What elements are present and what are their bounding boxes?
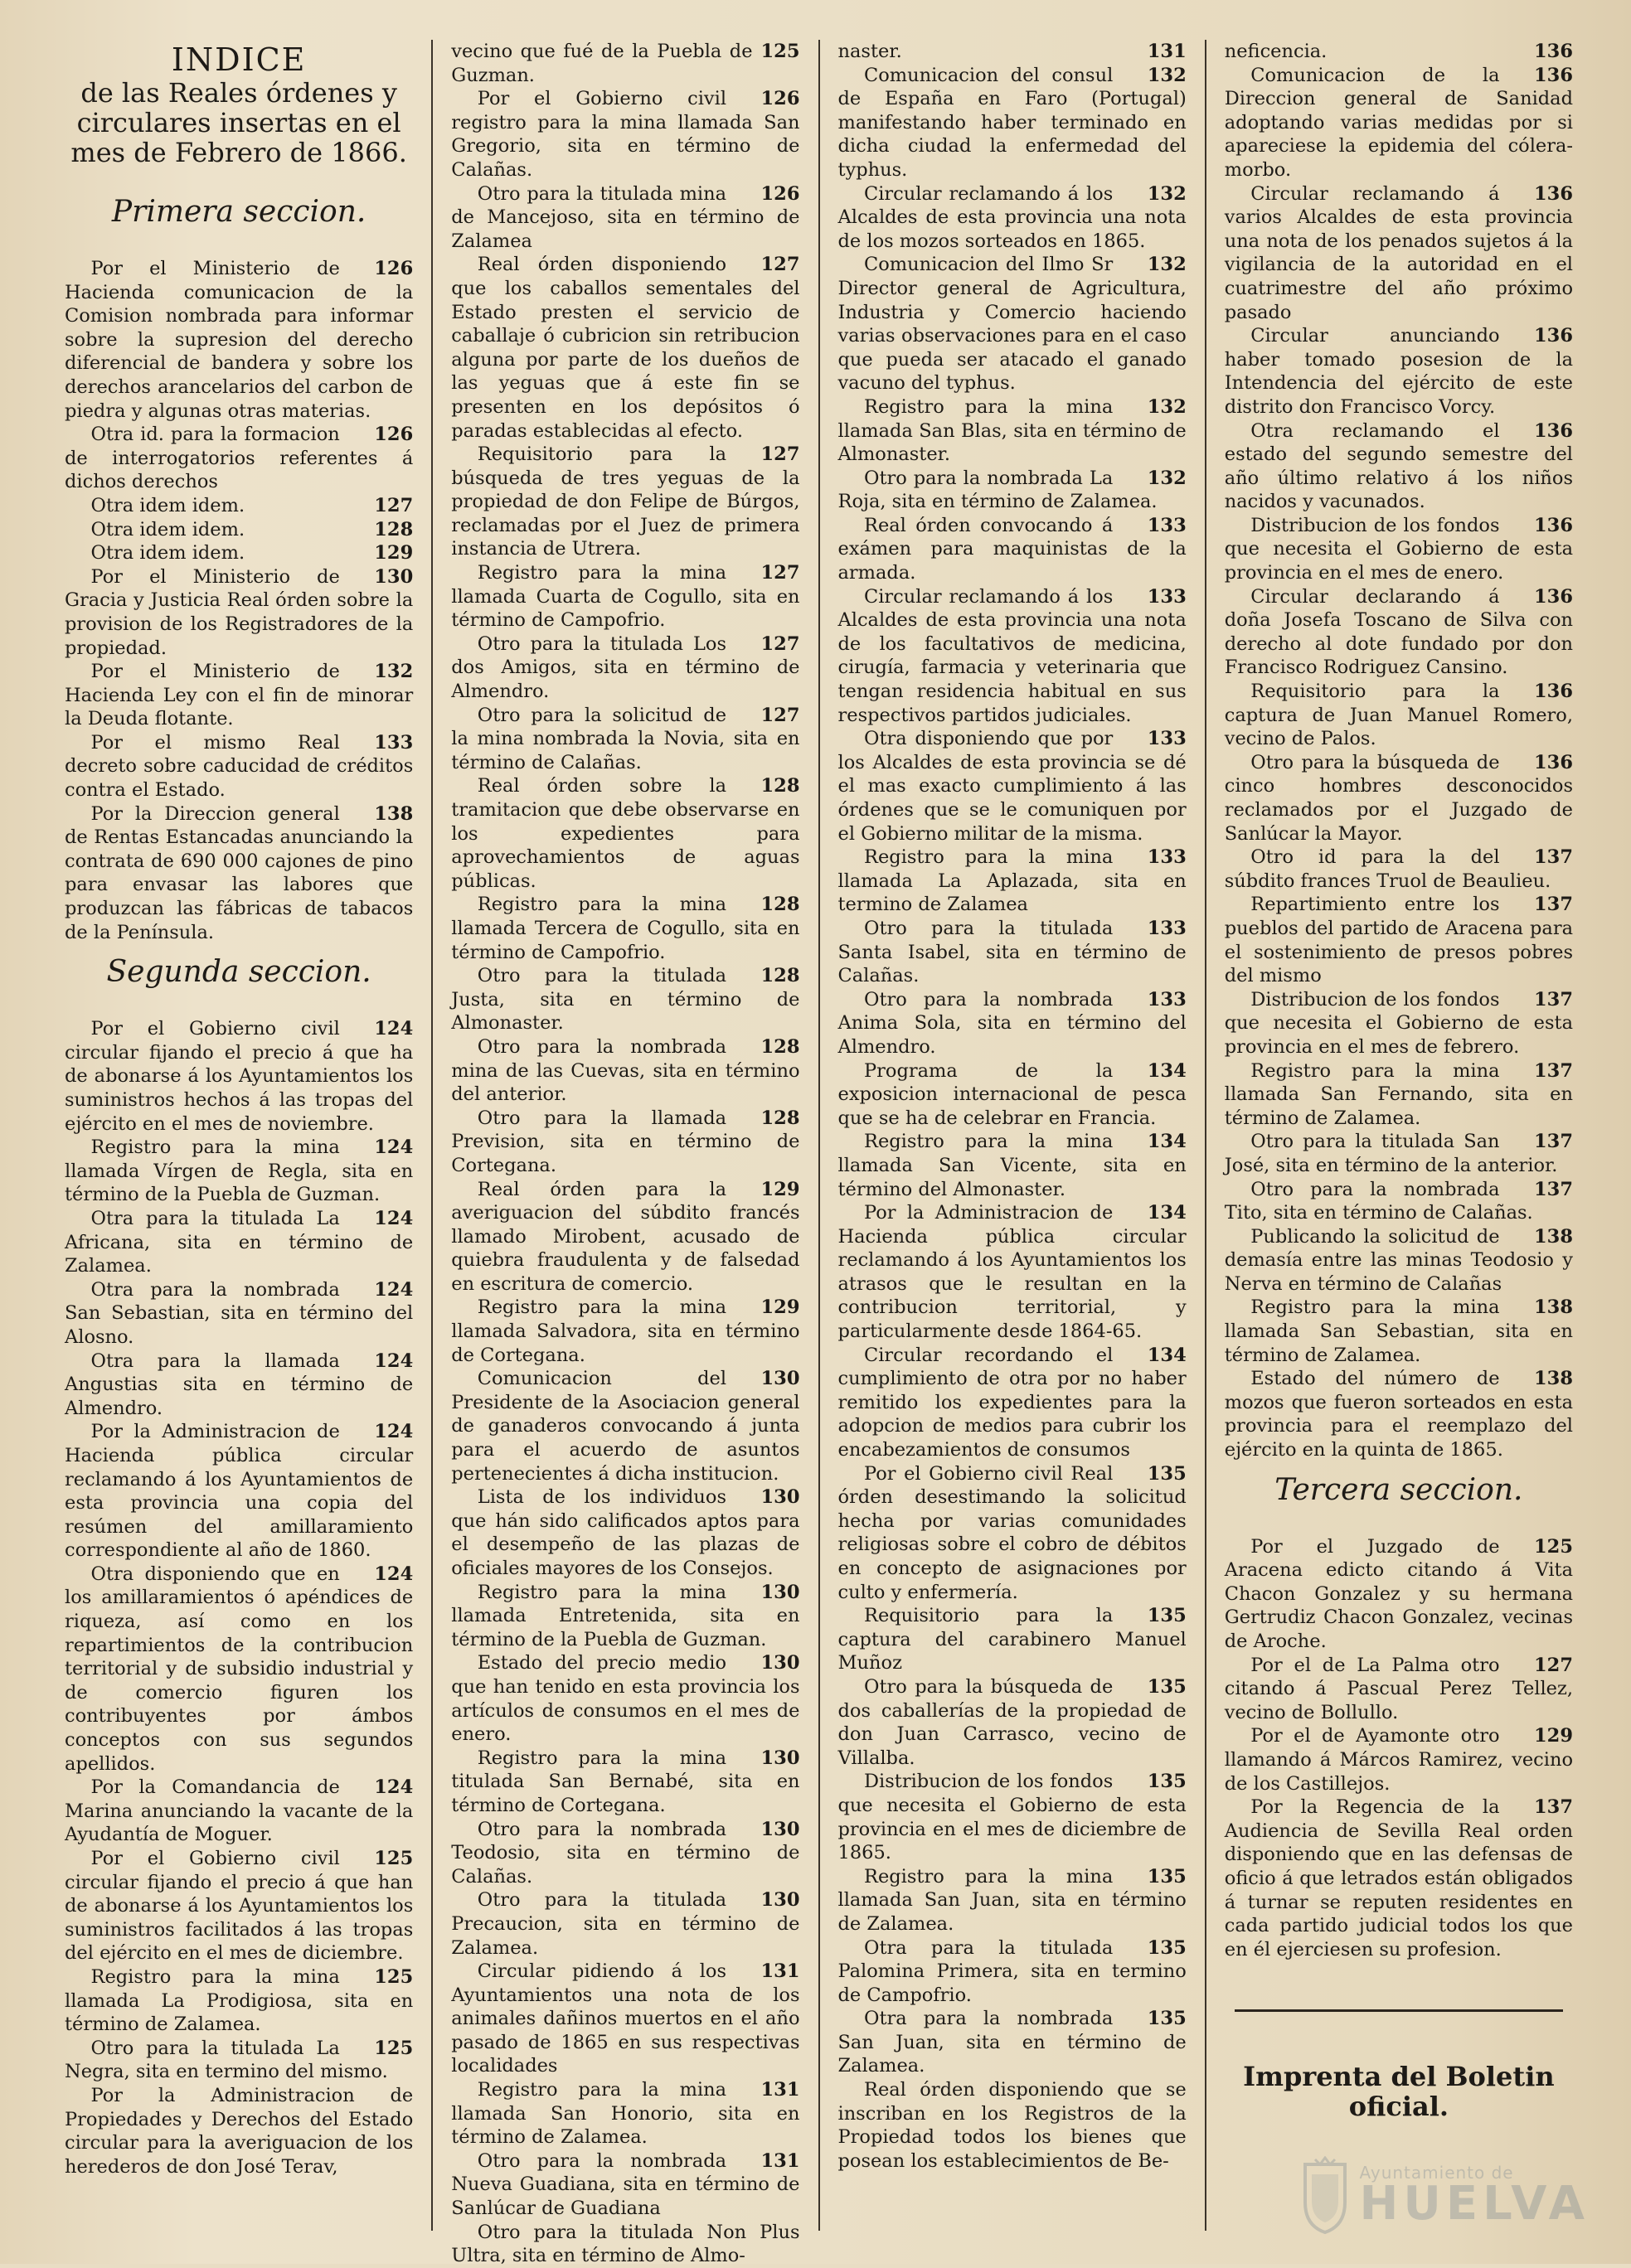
index-entry xyxy=(838,1604,1187,1675)
entry-text: Otro para la nombrada Nueva Guadiana, sita en término de Sanlúcar de Guadiana xyxy=(451,2149,800,2220)
index-entry xyxy=(451,87,799,182)
entry-page-number: 136 xyxy=(1534,325,1573,347)
entry-text: Por el Gobierno civil circular fijando el precio á que han de abonarse á los Ayuntamientos los suministros facilitados á las tropas del ejército en el mes de diciembre. xyxy=(65,1848,414,1965)
index-entry xyxy=(451,1581,799,1652)
entry-page-number: 138 xyxy=(1534,1368,1573,1390)
entry-text: Registro para la mina llamada San Juan, sita en término de Zalamea. xyxy=(837,1865,1187,1935)
index-entry xyxy=(1225,585,1573,680)
entry-page-number: 125 xyxy=(760,41,800,62)
entry-page-number: 137 xyxy=(1534,988,1573,1010)
index-entry xyxy=(838,727,1187,846)
entry-page-number: 136 xyxy=(1534,64,1573,86)
entry-text: Requisitorio para la captura del carabinero Manuel Muñoz xyxy=(837,1605,1187,1674)
index-title: INDICE xyxy=(171,41,307,78)
index-entry xyxy=(65,518,413,542)
imprint-line: Imprenta del Boletin oficial. xyxy=(1243,2061,1555,2123)
entry-page-number: 135 xyxy=(1147,1462,1187,1485)
index-entry xyxy=(451,2149,799,2221)
entry-text: Registro para la mina llamada San Honorio, sita en término de Zalamea. xyxy=(451,2079,800,2149)
entry-page-number: 129 xyxy=(760,1178,800,1200)
index-entry xyxy=(838,1344,1187,1462)
index-entry xyxy=(65,1776,413,1847)
entry-page-number: 136 xyxy=(1534,41,1573,62)
index-entry xyxy=(451,1747,799,1818)
entry-text: Requisitorio para la búsqueda de tres yeguas de la propiedad de don Felipe de Búrgos, reclamadas por el Juez de primera instancia de Utrera. xyxy=(451,443,800,560)
entry-page-number: 135 xyxy=(1147,1605,1187,1627)
entry-text: Otro para la llamada Prevision, sita en término de Cortegana. xyxy=(451,1107,800,1176)
entry-text: Otra para la titulada La Africana, sita en término de Zalamea. xyxy=(65,1207,414,1277)
entry-page-number: 138 xyxy=(1534,1225,1573,1248)
column-1 xyxy=(46,40,431,2231)
closing-rule xyxy=(1235,2009,1563,2012)
index-entry xyxy=(1225,182,1573,325)
index-entry xyxy=(1225,1059,1573,1131)
index-entry xyxy=(1225,846,1573,893)
entry-page-number: 133 xyxy=(1147,514,1187,536)
index-entry xyxy=(838,585,1187,728)
entry-page-number: 135 xyxy=(1147,2008,1187,2030)
entry-page-number: 130 xyxy=(760,1581,800,1603)
entry-text: Otro para la nombrada La Roja, sita en término de Zalamea. xyxy=(837,467,1158,513)
entry-text: Por la Direccion general de Rentas Estancadas anunciando la contrata de 690 000 cajones de pino para envasar las labores que produzcan las fábricas de tabacos de la Península. xyxy=(65,802,414,943)
entry-text: Otro para la búsqueda de cinco hombres desconocidos reclamados por el Juzgado de Sanlúcar la Mayor. xyxy=(1224,751,1573,845)
index-entry xyxy=(1225,988,1573,1059)
entry-page-number: 125 xyxy=(374,2037,414,2059)
entry-text: Por el de La Palma otro citando á Pascual Perez Tellez, vecino de Bollullo. xyxy=(1224,1654,1573,1723)
index-entry xyxy=(451,1296,799,1367)
index-entry xyxy=(451,182,799,254)
entry-page-number: 126 xyxy=(760,88,800,110)
index-entry xyxy=(838,2078,1187,2173)
entry-page-number: 126 xyxy=(374,424,414,446)
entry-page-number: 126 xyxy=(760,182,800,205)
entry-page-number: 131 xyxy=(760,2079,800,2101)
entry-page-number: 137 xyxy=(1534,1796,1573,1819)
entry-page-number: 127 xyxy=(760,704,800,726)
entry-page-number: 133 xyxy=(1147,846,1187,869)
entry-page-number: 124 xyxy=(374,1776,414,1799)
index-entry xyxy=(1225,1178,1573,1225)
entry-text: Por el Ministerio de Hacienda Ley con el fin de minorar la Deuda flotante. xyxy=(65,661,414,730)
entry-text: Por el Juzgado de Aracena edicto citando á Vita Chacon Gonzalez y su hermana Gertrudiz Chacon Gonzalez, vecinas de Aroche. xyxy=(1224,1535,1573,1652)
entries-segunda-col4 xyxy=(1225,40,1573,1462)
entry-page-number: 125 xyxy=(374,1965,414,1988)
index-entry xyxy=(1225,64,1573,182)
index-entry xyxy=(838,1865,1187,1936)
index-entry xyxy=(65,1420,413,1563)
entry-page-number: 132 xyxy=(1147,395,1187,418)
entry-page-number: 135 xyxy=(1147,1675,1187,1698)
index-entry xyxy=(1225,419,1573,514)
entry-page-number: 128 xyxy=(760,1035,800,1058)
entry-text: Otra para la titulada Palomina Primera, sita en termino de Campofrio. xyxy=(837,1936,1187,2006)
index-entry xyxy=(65,494,413,518)
entry-text: Distribucion de los fondos que necesita el Gobierno de esta provincia en el mes de diciembre de 1865. xyxy=(837,1771,1187,1864)
index-entry xyxy=(65,541,413,565)
entries-col3 xyxy=(838,40,1187,2173)
entry-page-number: 125 xyxy=(1534,1535,1573,1558)
archive-watermark xyxy=(1298,2156,1590,2236)
entry-page-number: 127 xyxy=(374,494,414,516)
index-entry xyxy=(451,1178,799,1296)
entry-text: Otro para la búsqueda de dos caballerías de la propiedad de don Juan Carrasco, vecino de Villalba. xyxy=(837,1675,1187,1769)
entry-text: Otro para la titulada Justa, sita en término de Almonaster. xyxy=(451,965,800,1035)
index-entry xyxy=(838,514,1187,585)
entry-text: Otra reclamando el estado del segundo semestre del año último relativo á los niños nacidos y vacunados. xyxy=(1224,419,1573,513)
entry-text: Por el Gobierno civil registro para la mina llamada San Gregorio, sita en término de Calañas. xyxy=(451,88,800,181)
entry-text: Circular reclamando á varios Alcaldes de esta provincia una nota de los penados sujetos á la vigilancia de la autoridad en el cuatrimestre del año próximo pasado xyxy=(1224,182,1573,323)
entry-page-number: 124 xyxy=(374,1207,414,1229)
entry-text: Otro para la titulada La Negra, sita en termino del mismo. xyxy=(65,2037,388,2083)
entry-page-number: 130 xyxy=(760,1652,800,1674)
index-entry xyxy=(451,774,799,893)
index-entry xyxy=(451,561,799,632)
entry-page-number: 127 xyxy=(760,562,800,584)
entry-text: Otra id. para la formacion de interrogatorios referentes á dichos derechos xyxy=(65,424,414,493)
index-subtitle: de las Reales órdenes y circulares insertas en el mes de Febrero de 1866. xyxy=(70,77,407,168)
entry-text: Registro para la mina llamada Cuarta de Cogullo, sita en término de Campofrio. xyxy=(451,562,800,632)
index-entry xyxy=(1225,893,1573,987)
index-entry xyxy=(838,395,1187,467)
entry-text: Por el mismo Real decreto sobre caducidad de créditos contra el Estado. xyxy=(65,731,414,802)
index-entry xyxy=(838,1675,1187,1770)
column-3 xyxy=(818,40,1205,2231)
index-entry xyxy=(451,964,799,1035)
entry-page-number: 128 xyxy=(374,518,414,540)
entry-page-number: 132 xyxy=(1147,64,1187,86)
entry-text: Real órden disponiendo que los caballos sementales del Estado presten el servicio de caballaje ó cubricion sin retribucion alguna por parte de los dueños de las yeguas que á este fin se presenten en los depósitos ó paradas establecidas al efecto. xyxy=(451,254,800,442)
entry-text: Registro para la mina llamada La Prodigiosa, sita en término de Zalamea. xyxy=(65,1965,414,2036)
index-entry xyxy=(838,182,1187,254)
entry-page-number: 127 xyxy=(760,632,800,655)
entry-text: Programa de la exposicion internacional de pesca que se ha de celebrar en Francia. xyxy=(837,1059,1187,1129)
entry-text: Registro para la mina llamada Vírgen de Regla, sita en término de la Puebla de Guzman. xyxy=(65,1136,414,1206)
entry-text: Real órden disponiendo que se inscriban en los Registros de la Propiedad todos los bienes que posean los establecimientos de Be- xyxy=(837,2079,1187,2172)
entry-page-number: 130 xyxy=(374,565,414,588)
index-entry xyxy=(451,632,799,704)
index-entry xyxy=(1225,1654,1573,1725)
entry-page-number: 128 xyxy=(760,894,800,916)
entry-text: Otro para la titulada San José, sita en término de la anterior. xyxy=(1224,1131,1558,1176)
entry-page-number: 129 xyxy=(374,542,414,565)
entry-text: Circular pidiendo á los Ayuntamientos una nota de los animales dañinos muertos en el año pasado de 1865 en sus respectivas localidades xyxy=(451,1960,800,2077)
entry-page-number: 134 xyxy=(1147,1344,1187,1366)
entry-page-number: 135 xyxy=(1147,1936,1187,1959)
index-entry xyxy=(1225,1367,1573,1461)
entry-text: Publicando la solicitud de demasía entre las minas Teodosio y Nerva en término de Calañas xyxy=(1224,1225,1573,1295)
index-entry xyxy=(451,1107,799,1178)
index-entry xyxy=(451,1960,799,2078)
entry-page-number: 137 xyxy=(1534,846,1573,869)
entry-text: Comunicacion del Presidente de la Asociacion general de ganaderos convocando á junta para el acuerdo de asuntos pertenecientes á dicha institucion. xyxy=(451,1368,800,1485)
entry-page-number: 136 xyxy=(1534,585,1573,608)
entry-page-number: 132 xyxy=(374,661,414,683)
index-entry xyxy=(65,1965,413,2037)
entry-text: Registro para la mina llamada Entretenida, sita en término de la Puebla de Guzman. xyxy=(451,1581,800,1650)
entry-page-number: 124 xyxy=(374,1278,414,1301)
entry-page-number: 133 xyxy=(374,731,414,754)
entry-page-number: 131 xyxy=(760,1960,800,1983)
index-entry xyxy=(65,731,413,802)
entry-page-number: 130 xyxy=(760,1747,800,1769)
index-entry xyxy=(451,443,799,561)
index-entry xyxy=(838,467,1187,514)
entry-text: Otro para la titulada Non Plus Ultra, sita en término de Almo- xyxy=(451,2221,800,2267)
entry-text: Registro para la mina llamada San Vicente, sita en término del Almonaster. xyxy=(837,1131,1187,1200)
entry-page-number: 133 xyxy=(1147,728,1187,750)
entry-text: Otra idem idem. xyxy=(90,542,245,565)
index-entry xyxy=(838,1130,1187,1201)
entry-page-number: 133 xyxy=(1147,917,1187,939)
entry-text: Registro para la mina llamada La Aplazada, sita en termino de Zalamea xyxy=(837,846,1187,916)
entry-page-number: 124 xyxy=(374,1018,414,1040)
entry-text: Requisitorio para la captura de Juan Manuel Romero, vecino de Palos. xyxy=(1224,681,1573,750)
index-entry xyxy=(451,1818,799,1889)
index-entry xyxy=(65,1350,413,1421)
entry-page-number: 127 xyxy=(1534,1654,1573,1676)
index-entry xyxy=(838,1770,1187,1864)
entry-text: Por el Gobierno civil circular fijando el precio á que ha de abonarse á los Ayuntamientos los suministros hechos á las tropas del ejército en el mes de noviembre. xyxy=(65,1018,414,1135)
entry-text: Comunicacion del consul de España en Faro (Portugal) manifestando haber terminado en dicha ciudad la enfermedad del typhus. xyxy=(837,64,1187,181)
entry-page-number: 131 xyxy=(760,2149,800,2172)
entry-text: Otra idem idem. xyxy=(90,518,245,540)
entry-page-number: 136 xyxy=(1534,419,1573,442)
entry-text: Otra disponiendo que en los amillaramientos ó apéndices de riqueza, así como en los repartimientos de la contribucion territorial y de subsidio industrial y de comercio figuren los contribuyentes por ámbos conceptos con sus segundos apellidos. xyxy=(65,1563,414,1775)
index-entry xyxy=(65,1278,413,1350)
entry-page-number: 134 xyxy=(1147,1202,1187,1224)
entry-page-number: 136 xyxy=(1534,681,1573,703)
index-entry xyxy=(838,1936,1187,2008)
index-entry xyxy=(65,1563,413,1776)
index-entry xyxy=(65,1207,413,1278)
entry-page-number: 137 xyxy=(1534,1059,1573,1082)
entry-page-number: 138 xyxy=(374,802,414,825)
entry-text: Circular recordando el cumplimiento de otra por no haber remitido los expedientes para la adopcion de medios para cubrir los encabezamientos de consumos xyxy=(837,1344,1187,1461)
entry-page-number: 124 xyxy=(374,1563,414,1585)
entry-page-number: 135 xyxy=(1147,1865,1187,1888)
entry-page-number: 133 xyxy=(1147,988,1187,1010)
index-entry xyxy=(65,257,413,423)
entry-page-number: 136 xyxy=(1534,751,1573,773)
index-entry xyxy=(451,704,799,775)
entries-tercera xyxy=(1225,1535,1573,1962)
watermark-text xyxy=(1359,2163,1590,2231)
index-entry xyxy=(65,802,413,945)
index-entry xyxy=(1225,680,1573,751)
index-entry xyxy=(65,1017,413,1136)
index-entry xyxy=(1225,1225,1573,1296)
entry-text: Otro para la nombrada Anima Sola, sita en término del Almendro. xyxy=(837,988,1187,1058)
entry-text: Real órden sobre la tramitacion que debe observarse en los expedientes para aprovechamientos de aguas públicas. xyxy=(451,775,800,892)
index-entry xyxy=(451,1485,799,1580)
index-entry xyxy=(838,846,1187,917)
entry-text: Por la Administracion de Propiedades y Derechos del Estado circular para la averiguacion de los herederos de don José Terav, xyxy=(65,2084,414,2178)
entry-text: Otro para la titulada Los dos Amigos, sita en término de Almendro. xyxy=(451,632,800,703)
entry-page-number: 135 xyxy=(1147,1771,1187,1793)
entry-page-number: 138 xyxy=(1534,1296,1573,1319)
entry-page-number: 137 xyxy=(1534,894,1573,916)
index-entry xyxy=(451,1651,799,1746)
entry-text: Estado del número de mozos que fueron sorteados en esta provincia para el reemplazo del ejército en la quinta de 1865. xyxy=(1224,1368,1573,1461)
entry-text: Registro para la mina llamada San Sebastian, sita en término de Zalamea. xyxy=(1224,1296,1573,1366)
entry-page-number: 134 xyxy=(1147,1059,1187,1082)
entry-text: Otra disponiendo que por los Alcaldes de esta provincia se dé el mas exacto cumplimiento á las órdenes que se le comuniquen por el Gobierno militar de la misma. xyxy=(837,728,1187,845)
entry-page-number: 124 xyxy=(374,1350,414,1372)
index-entry xyxy=(838,917,1187,988)
entry-page-number: 128 xyxy=(760,965,800,987)
entry-text: Por la Administracion de Hacienda pública circular reclamando á los Ayuntamientos de esta provincia una copia del resúmen del amillaramiento correspondiente al año de 1860. xyxy=(65,1421,414,1562)
entry-page-number: 129 xyxy=(760,1296,800,1319)
index-entry xyxy=(65,1847,413,1965)
entry-text: Distribucion de los fondos que necesita el Gobierno de esta provincia en el mes de febrero. xyxy=(1224,988,1573,1058)
entry-text: Otro id para la del súbdito frances Truol de Beaulieu. xyxy=(1224,846,1551,892)
entry-page-number: 124 xyxy=(374,1136,414,1159)
entry-page-number: 136 xyxy=(1534,514,1573,536)
index-entry xyxy=(65,565,413,660)
index-entry xyxy=(838,40,1187,64)
entry-page-number: 131 xyxy=(1147,41,1187,62)
entry-text: Otro para la titulada Santa Isabel, sita en término de Calañas. xyxy=(837,917,1187,987)
entry-text: Circular anunciando haber tomado posesion de la Intendencia del ejército de este distrito don Francisco Vorcy. xyxy=(1224,325,1573,418)
section-title-segunda: Segunda seccion. xyxy=(106,955,371,990)
entry-text: Estado del precio medio que han tenido en esta provincia los artículos de consumos en el mes de enero. xyxy=(451,1652,800,1746)
index-entry xyxy=(1225,1535,1573,1654)
entry-page-number: 130 xyxy=(760,1818,800,1840)
entry-text: Por el Ministerio de Gracia y Justicia Real órden sobre la provision de los Registradores de la propiedad. xyxy=(65,565,414,659)
entry-page-number: 130 xyxy=(760,1486,800,1509)
index-entry xyxy=(451,253,799,443)
index-entry xyxy=(65,2084,413,2178)
entry-page-number: 134 xyxy=(1147,1131,1187,1153)
entry-text: Circular reclamando á los Alcaldes de esta provincia una nota de los facultativos de medicina, cirugía, farmacia y veterinaria que tengan residencia habitual en sus respectivos partidos judiciales. xyxy=(837,585,1187,726)
entry-text: Registro para la mina titulada San Bernabé, sita en término de Cortegana. xyxy=(451,1747,800,1816)
index-entry xyxy=(451,40,799,87)
index-entry xyxy=(838,1059,1187,1131)
index-entry xyxy=(451,1035,799,1107)
entry-text: Registro para la mina llamada Salvadora, sita en término de Cortegana. xyxy=(451,1296,800,1366)
index-entry xyxy=(65,1136,413,1207)
index-entry xyxy=(451,2221,799,2268)
entry-page-number: 130 xyxy=(760,1368,800,1390)
entry-text: Registro para la mina llamada Tercera de Cogullo, sita en término de Campofrio. xyxy=(451,894,800,963)
entry-page-number: 132 xyxy=(1147,254,1187,276)
column-2 xyxy=(431,40,818,2267)
entry-page-number: 125 xyxy=(374,1848,414,1869)
entry-text: Otra para la nombrada San Juan, sita en término de Zalamea. xyxy=(837,2008,1187,2077)
entry-page-number: 137 xyxy=(1534,1131,1573,1153)
section-title-primera: Primera seccion. xyxy=(111,195,366,229)
entry-text: Otro para la nombrada mina de las Cuevas, sita en término del anterior. xyxy=(451,1035,800,1106)
entry-text: Otra idem idem. xyxy=(90,494,245,516)
entries-primera xyxy=(65,257,413,944)
section-title-tercera: Tercera seccion. xyxy=(1274,1472,1523,1507)
entry-text: Por el de Ayamonte otro llamando á Márcos Ramirez, vecino de los Castillejos. xyxy=(1224,1725,1573,1795)
entry-text: Real órden convocando á exámen para maquinistas de la armada. xyxy=(837,514,1187,584)
entry-page-number: 128 xyxy=(760,775,800,797)
index-entry xyxy=(1225,1130,1573,1177)
index-entry xyxy=(1225,40,1573,64)
index-entry xyxy=(65,423,413,494)
entry-page-number: 129 xyxy=(1534,1725,1573,1747)
index-entry xyxy=(838,64,1187,182)
entry-text: Distribucion de los fondos que necesita el Gobierno de esta provincia en el mes de enero. xyxy=(1224,514,1573,584)
entry-page-number: 136 xyxy=(1534,182,1573,205)
index-entry xyxy=(838,1201,1187,1344)
entry-text: Otro para la nombrada Tito, sita en término de Calañas. xyxy=(1224,1178,1533,1224)
index-entry xyxy=(1225,324,1573,419)
entry-page-number: 127 xyxy=(760,254,800,276)
entry-text: Otro para la nombrada Teodosio, sita en término de Calañas. xyxy=(451,1818,800,1888)
index-entry xyxy=(451,1367,799,1485)
index-entry xyxy=(1225,1724,1573,1796)
entry-page-number: 128 xyxy=(760,1107,800,1129)
entry-text: Real órden para la averiguacion del súbdito francés llamado Mirobent, acusado de quiebra fraudulenta y de falsedad en escritura de comercio. xyxy=(451,1178,800,1295)
index-entry xyxy=(838,1462,1187,1605)
entry-text: Por la Comandancia de Marina anunciando la vacante de la Ayudantía de Moguer. xyxy=(65,1776,414,1846)
index-entry xyxy=(1225,1296,1573,1367)
entry-text: Otra para la nombrada San Sebastian, sita en término del Alosno. xyxy=(65,1278,414,1348)
entry-text: naster. xyxy=(837,41,902,62)
entry-text: Otra para la llamada Angustias sita en término de Almendro. xyxy=(65,1350,414,1419)
entry-text: neficencia. xyxy=(1224,41,1328,62)
city-shield-icon xyxy=(1298,2156,1352,2236)
entry-page-number: 132 xyxy=(1147,182,1187,205)
entries-segunda-col1 xyxy=(65,1017,413,2178)
entry-text: Por el Ministerio de Hacienda comunicacion de la Comision nombrada para informar sobre la supresion del derecho diferencial de bandera y sobre los derechos arancelarios del carbon de piedra y algunas otras materias. xyxy=(65,258,414,422)
entry-text: Por la Regencia de la Audiencia de Sevilla Real orden disponiendo que en las defensas de oficio á que letrados están obligados á turnar se reputen residentes en cada partido judicial todos los que en él ejerciesen su profesion. xyxy=(1224,1796,1573,1960)
entry-page-number: 132 xyxy=(1147,467,1187,489)
index-entry xyxy=(838,988,1187,1059)
entry-text: Comunicacion del Ilmo Sr Director general de Agricultura, Industria y Comercio haciendo varias observaciones para en el caso que pueda ser atacado el ganado vacuno del typhus. xyxy=(837,254,1187,395)
entry-page-number: 126 xyxy=(374,258,414,279)
entry-page-number: 127 xyxy=(760,443,800,466)
entry-page-number: 133 xyxy=(1147,585,1187,608)
index-entry xyxy=(65,2037,413,2084)
watermark-line-2: HUELVA xyxy=(1359,2177,1590,2231)
entry-text: Otro para la titulada mina de Mancejoso, sita en término de Zalamea xyxy=(451,182,800,252)
entry-text: Por la Administracion de Hacienda pública circular reclamando á los Ayuntamientos los atrasos que le resultan en la contribucion territorial, y particularmente desde 1864-65. xyxy=(837,1202,1187,1343)
index-entry xyxy=(65,660,413,731)
index-entry xyxy=(838,2007,1187,2078)
entry-page-number: 130 xyxy=(760,1889,800,1912)
column-4 xyxy=(1205,40,1591,2231)
index-entry xyxy=(451,1888,799,1960)
entry-text: Lista de los individuos que hán sido calificados aptos para el desempeño de las plazas de oficiales mayores de los Consejos. xyxy=(451,1486,800,1579)
entry-text: Registro para la mina llamada San Blas, sita en término de Almonaster. xyxy=(837,395,1187,466)
index-entry xyxy=(451,2078,799,2149)
entry-text: Por el Gobierno civil Real órden desestimando la solicitud hecha por varias comunidades religiosas sobre el cobro de débitos en concepto de asignaciones por culto y enfermería. xyxy=(837,1462,1187,1603)
entry-page-number: 124 xyxy=(374,1421,414,1443)
entry-text: Circular declarando á doña Josefa Toscano de Silva con derecho al dote fundado por don Francisco Rodriguez Cansino. xyxy=(1224,585,1573,679)
entry-text: vecino que fué de la Puebla de Guzman. xyxy=(451,41,753,86)
entries-col2 xyxy=(451,40,799,2268)
entry-text: Otro para la titulada Precaucion, sita en término de Zalamea. xyxy=(451,1889,800,1959)
entry-text: Registro para la mina llamada San Fernando, sita en término de Zalamea. xyxy=(1224,1059,1573,1129)
index-entry xyxy=(1225,751,1573,846)
watermark-line-1: Ayuntamiento de xyxy=(1359,2163,1514,2183)
entry-page-number: 137 xyxy=(1534,1178,1573,1200)
entry-text: Comunicacion de la Direccion general de Sanidad adoptando varias medidas por si apareciese la epidemia del cólera-morbo. xyxy=(1224,64,1573,181)
entry-text: Repartimiento entre los pueblos del partido de Aracena para el sostenimiento de presos pobres del mismo xyxy=(1224,894,1573,987)
index-entry xyxy=(451,893,799,964)
entry-text: Circular reclamando á los Alcaldes de esta provincia una nota de los mozos sorteados en 1865. xyxy=(837,182,1187,252)
index-columns xyxy=(46,40,1591,2267)
entry-text: Otro para la solicitud de la mina nombrada la Novia, sita en término de Calañas. xyxy=(451,704,800,773)
index-entry xyxy=(1225,514,1573,585)
index-entry xyxy=(1225,1796,1573,1961)
index-entry xyxy=(838,253,1187,395)
